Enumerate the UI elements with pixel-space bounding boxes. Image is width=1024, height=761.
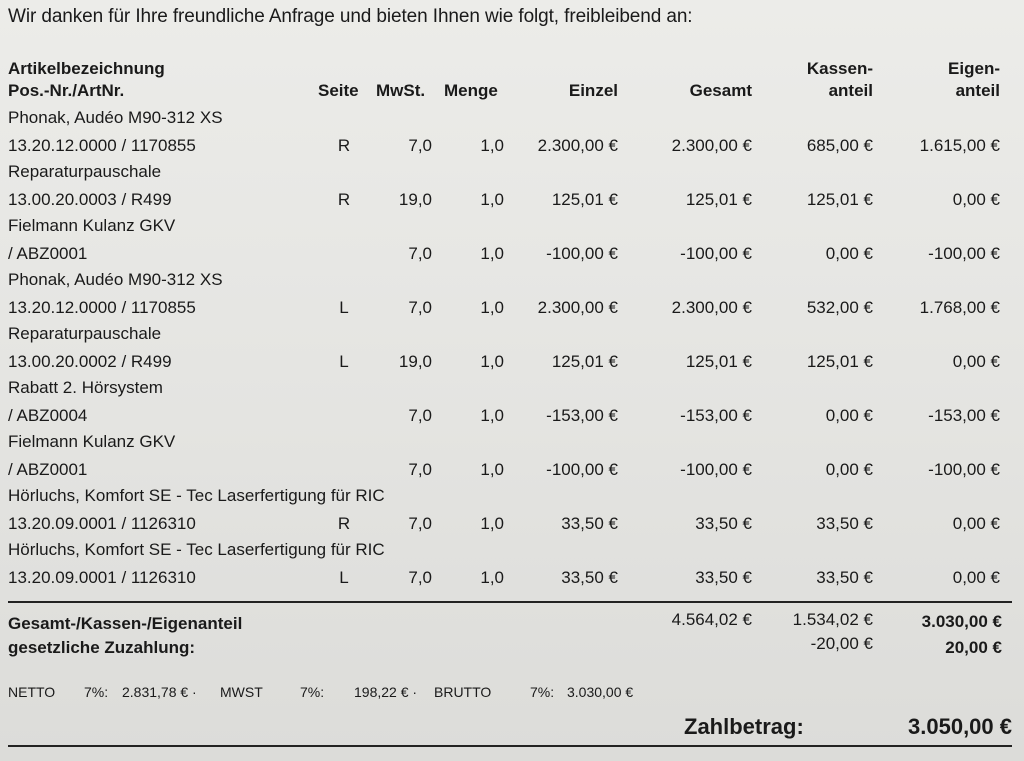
item-gesamt: 2.300,00 € bbox=[671, 136, 752, 155]
tax-netto-rate: 7%: bbox=[84, 684, 109, 700]
item-description: Reparaturpauschale bbox=[8, 324, 162, 343]
item-einzel: -100,00 € bbox=[546, 460, 618, 479]
item-gesamt: -153,00 € bbox=[680, 406, 752, 425]
item-seite: R bbox=[337, 514, 351, 533]
item-menge: 1,0 bbox=[480, 244, 504, 263]
item-kassenanteil: 685,00 € bbox=[806, 136, 873, 155]
header-menge: Menge bbox=[444, 81, 498, 100]
item-eigenanteil: -100,00 € bbox=[928, 460, 1000, 479]
header-eigen-line2: anteil bbox=[955, 81, 1000, 100]
header-artikel bbox=[8, 58, 165, 102]
item-seite: R bbox=[337, 190, 351, 209]
item-description: Hörluchs, Komfort SE - Tec Laserfertigung für RIC bbox=[8, 540, 385, 559]
item-eigenanteil: 0,00 € bbox=[952, 568, 1000, 587]
intro-text: Wir danken für Ihre freundliche Anfrage und bieten Ihnen wie folgt, freibleibend an: bbox=[8, 6, 693, 27]
item-description: Fielmann Kulanz GKV bbox=[8, 216, 176, 235]
item-menge: 1,0 bbox=[480, 136, 504, 155]
item-mwst: 7,0 bbox=[408, 568, 432, 587]
table-row bbox=[0, 432, 1024, 486]
item-eigenanteil: 0,00 € bbox=[952, 190, 1000, 209]
item-code: 13.00.20.0003 / R499 bbox=[8, 190, 172, 209]
item-einzel: 2.300,00 € bbox=[537, 136, 618, 155]
table-row bbox=[0, 324, 1024, 378]
item-einzel: -100,00 € bbox=[546, 244, 618, 263]
tax-netto-value: 2.831,78 € · bbox=[122, 684, 197, 700]
table-row bbox=[0, 108, 1024, 162]
item-eigenanteil: 1.768,00 € bbox=[919, 298, 1000, 317]
item-eigenanteil: -153,00 € bbox=[928, 406, 1000, 425]
item-gesamt: -100,00 € bbox=[680, 244, 752, 263]
header-kassen-line2: anteil bbox=[828, 81, 873, 100]
tax-brutto-label: BRUTTO bbox=[434, 684, 492, 700]
table-row bbox=[0, 540, 1024, 594]
item-description: Phonak, Audéo M90-312 XS bbox=[8, 270, 223, 289]
item-eigenanteil: 0,00 € bbox=[952, 514, 1000, 533]
item-description: Reparaturpauschale bbox=[8, 162, 162, 181]
header-eigenanteil bbox=[880, 58, 1000, 102]
item-code: 13.20.09.0001 / 1126310 bbox=[8, 514, 196, 533]
item-mwst: 7,0 bbox=[408, 514, 432, 533]
item-code: 13.20.12.0000 / 1170855 bbox=[8, 136, 196, 155]
total-kassenanteil: 1.534,02 € bbox=[792, 610, 873, 629]
item-gesamt: 125,01 € bbox=[685, 190, 752, 209]
item-einzel: -153,00 € bbox=[546, 406, 618, 425]
item-kassenanteil: 125,01 € bbox=[806, 190, 873, 209]
table-row bbox=[0, 270, 1024, 324]
totals-divider bbox=[8, 601, 1012, 603]
item-code: 13.20.12.0000 / 1170855 bbox=[8, 298, 196, 317]
zuzahlung-label: gesetzliche Zuzahlung: bbox=[8, 638, 196, 657]
item-description: Phonak, Audéo M90-312 XS bbox=[8, 108, 223, 127]
header-kassenanteil bbox=[760, 58, 873, 102]
item-mwst: 7,0 bbox=[408, 406, 432, 425]
item-menge: 1,0 bbox=[480, 298, 504, 317]
item-seite: R bbox=[337, 136, 351, 155]
item-description: Hörluchs, Komfort SE - Tec Laserfertigung für RIC bbox=[8, 486, 385, 505]
table-row bbox=[0, 378, 1024, 432]
header-eigen-line1: Eigen- bbox=[948, 59, 1000, 78]
tax-brutto-rate: 7%: bbox=[530, 684, 555, 700]
totals-label: Gesamt-/Kassen-/Eigenanteil bbox=[8, 614, 243, 633]
item-description: Rabatt 2. Hörsystem bbox=[8, 378, 163, 397]
item-seite: L bbox=[339, 298, 349, 317]
item-menge: 1,0 bbox=[480, 514, 504, 533]
tax-brutto-value: 3.030,00 € bbox=[567, 684, 634, 700]
item-mwst: 7,0 bbox=[408, 244, 432, 263]
item-description: Fielmann Kulanz GKV bbox=[8, 432, 176, 451]
item-code: / ABZ0001 bbox=[8, 460, 88, 479]
item-einzel: 33,50 € bbox=[561, 568, 618, 587]
total-eigenanteil: 3.030,00 € bbox=[921, 612, 1002, 631]
item-einzel: 2.300,00 € bbox=[537, 298, 618, 317]
item-gesamt: 33,50 € bbox=[695, 514, 752, 533]
header-artikel-line2: Pos.-Nr./ArtNr. bbox=[8, 81, 125, 100]
item-einzel: 125,01 € bbox=[551, 190, 618, 209]
item-kassenanteil: 0,00 € bbox=[825, 406, 873, 425]
item-gesamt: 33,50 € bbox=[695, 568, 752, 587]
item-mwst: 7,0 bbox=[408, 298, 432, 317]
total-gesamt: 4.564,02 € bbox=[671, 610, 752, 629]
item-kassenanteil: 33,50 € bbox=[816, 568, 873, 587]
item-seite: L bbox=[339, 352, 349, 371]
table-row bbox=[0, 216, 1024, 270]
table-row bbox=[0, 486, 1024, 540]
item-code: / ABZ0004 bbox=[8, 406, 88, 425]
item-eigenanteil: 1.615,00 € bbox=[919, 136, 1000, 155]
tax-mwst-value: 198,22 € · bbox=[354, 684, 418, 700]
item-einzel: 125,01 € bbox=[551, 352, 618, 371]
item-einzel: 33,50 € bbox=[561, 514, 618, 533]
bottom-rule bbox=[8, 745, 1012, 747]
item-gesamt: 125,01 € bbox=[685, 352, 752, 371]
item-menge: 1,0 bbox=[480, 190, 504, 209]
item-code: / ABZ0001 bbox=[8, 244, 88, 263]
item-kassenanteil: 125,01 € bbox=[806, 352, 873, 371]
item-gesamt: -100,00 € bbox=[680, 460, 752, 479]
tax-netto-label: NETTO bbox=[8, 684, 56, 700]
header-kassen-line1: Kassen- bbox=[806, 59, 873, 78]
header-gesamt: Gesamt bbox=[689, 81, 752, 100]
item-mwst: 7,0 bbox=[408, 136, 432, 155]
header-artikel-line1: Artikelbezeichnung bbox=[8, 59, 165, 78]
tax-mwst-label: MWST bbox=[220, 684, 263, 700]
item-kassenanteil: 0,00 € bbox=[825, 244, 873, 263]
item-code: 13.20.09.0001 / 1126310 bbox=[8, 568, 196, 587]
zuzahlung-eigenanteil: 20,00 € bbox=[945, 638, 1002, 657]
header-mwst: MwSt. bbox=[376, 81, 426, 100]
item-menge: 1,0 bbox=[480, 460, 504, 479]
zuzahlung-kassenanteil: -20,00 € bbox=[810, 634, 873, 653]
item-seite: L bbox=[339, 568, 349, 587]
item-menge: 1,0 bbox=[480, 568, 504, 587]
item-eigenanteil: -100,00 € bbox=[928, 244, 1000, 263]
item-kassenanteil: 0,00 € bbox=[825, 460, 873, 479]
zahlbetrag-value: 3.050,00 € bbox=[908, 714, 1012, 739]
header-einzel: Einzel bbox=[568, 81, 618, 100]
item-kassenanteil: 33,50 € bbox=[816, 514, 873, 533]
header-seite: Seite bbox=[318, 81, 359, 100]
table-row bbox=[0, 162, 1024, 216]
item-menge: 1,0 bbox=[480, 406, 504, 425]
item-kassenanteil: 532,00 € bbox=[806, 298, 873, 317]
item-table bbox=[0, 108, 1024, 594]
item-code: 13.00.20.0002 / R499 bbox=[8, 352, 172, 371]
zahlbetrag-label: Zahlbetrag: bbox=[684, 714, 804, 739]
item-mwst: 19,0 bbox=[398, 352, 432, 371]
item-mwst: 7,0 bbox=[408, 460, 432, 479]
item-eigenanteil: 0,00 € bbox=[952, 352, 1000, 371]
item-mwst: 19,0 bbox=[398, 190, 432, 209]
item-menge: 1,0 bbox=[480, 352, 504, 371]
tax-mwst-rate: 7%: bbox=[300, 684, 325, 700]
item-gesamt: 2.300,00 € bbox=[671, 298, 752, 317]
